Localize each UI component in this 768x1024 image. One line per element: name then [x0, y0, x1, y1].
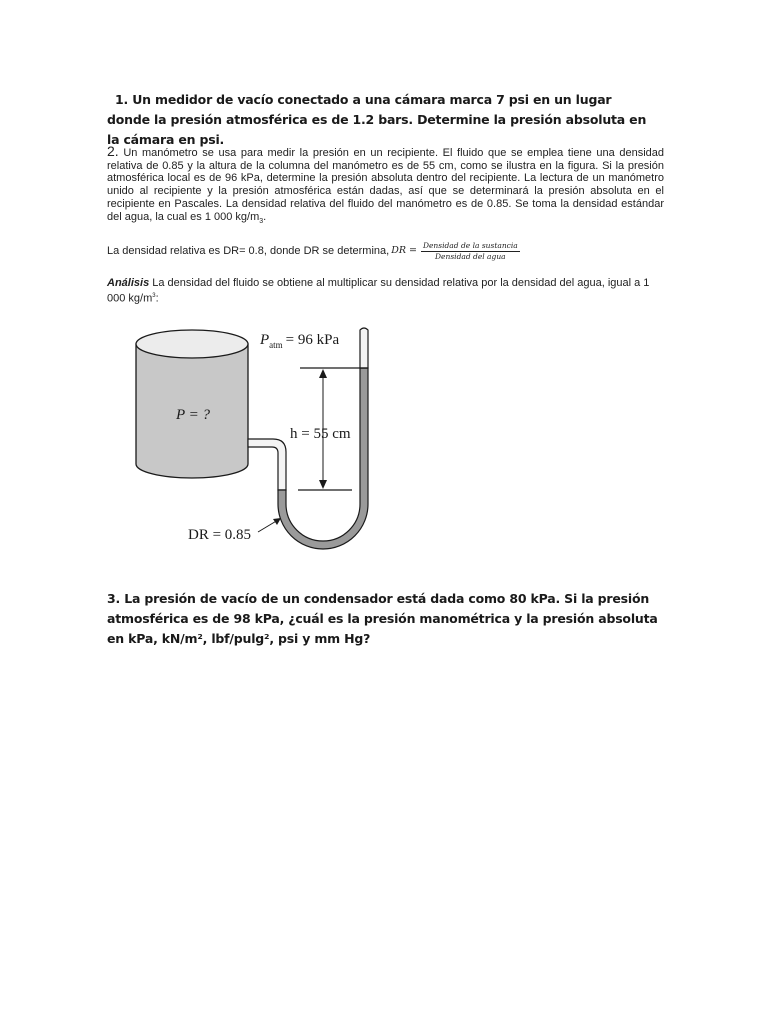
manometer-figure [130, 322, 390, 562]
tank-top [136, 330, 248, 358]
dr-pointer-head [273, 518, 281, 525]
patm-symbol: P [260, 332, 270, 348]
atmospheric-pressure-label [259, 332, 339, 350]
question-2-unit-subscript: 3 [259, 217, 264, 225]
analysis-label: Análisis [107, 277, 150, 289]
question-2 [107, 145, 664, 228]
question-1: 1. Un medidor de vacío conectado a una cámara marca 7 psi en un lugar donde la presión atmosférica es de 1.2 bars. Determine la presión absoluta en la cámara en psi. [107, 92, 647, 147]
analysis-text: La densidad del fluido se obtiene al multiplicar su densidad relativa por la densidad del agua, igual a 1 000 kg/m [107, 277, 650, 305]
question-2-end: . [263, 210, 267, 223]
dr-label: DR = 0.85 [188, 527, 252, 543]
analysis-paragraph [107, 277, 664, 305]
open-tube [360, 328, 368, 368]
fraction-numerator: Densidad de la sustancia [422, 241, 518, 250]
patm-subscript: atm [269, 340, 283, 350]
density-definition-text: La densidad relativa es DR= 0.8, donde DR se determina, [107, 245, 390, 258]
height-label: h = 55 cm [290, 426, 351, 442]
dr-symbol: DR = [391, 245, 417, 257]
arrow-head-up [319, 369, 327, 378]
patm-value: = 96 kPa [285, 332, 340, 348]
question-3: 3. La presión de vacío de un condensador está dada como 80 kPa. Si la presión atmosférica es de 98 kPa, ¿cuál es la presión manométrica y la presión absoluta en kPa, kN/m², lbf/pulg², psi y mm Hg? [107, 591, 658, 646]
question-2-number: 2. [107, 143, 119, 159]
density-definition [107, 241, 664, 262]
connecting-tube [248, 439, 286, 490]
analysis-end: : [155, 292, 159, 305]
density-fraction [421, 241, 520, 262]
fraction-denominator: Densidad del agua [435, 252, 506, 261]
question-2-text: Un manómetro se usa para medir la presión en un recipiente. El fluido que se emplea tiene una densidad relativa de 0.85 y la altura de la columna del manómetro es de 55 cm, como se ilustra en la figura. Si la presión atmosférica local es de 96 kPa, determine la presión absoluta dentro del recipiente. La lectura de un manómetro unido al recipiente y la presión atmosférica están dadas, así que se determinará la presión absoluta en el recipiente en Pascales. La densidad relativa del fluido del manómetro es de 0.85. Se toma la densidad estándar del agua, la cual es 1 000 kg/m [107, 147, 664, 223]
tank-pressure-label: P = ? [176, 407, 211, 423]
arrow-head-down [319, 480, 327, 489]
analysis-unit-superscript: 3 [152, 292, 156, 299]
